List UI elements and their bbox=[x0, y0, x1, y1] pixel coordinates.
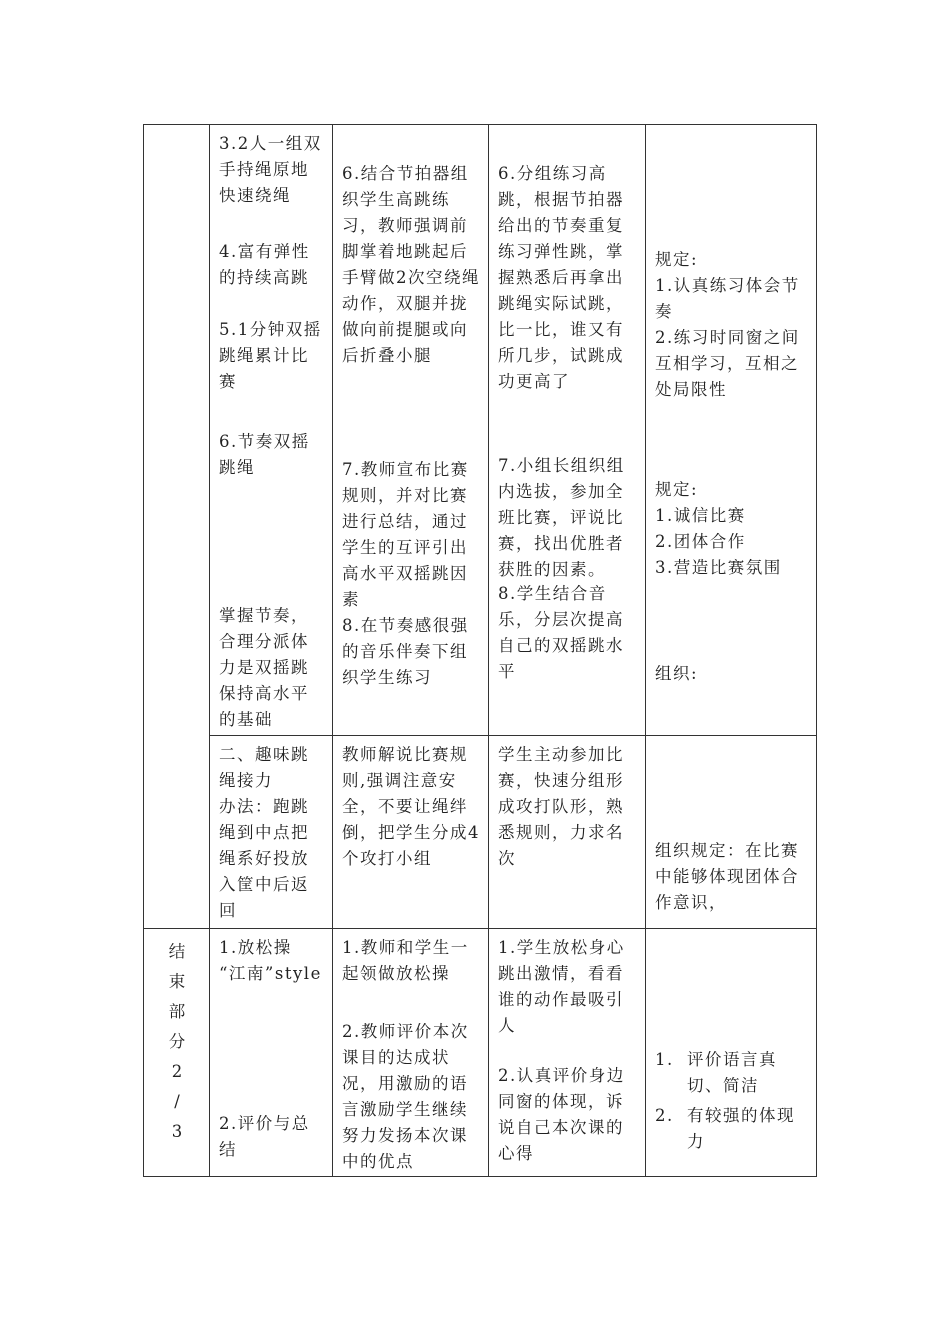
teacher-activity-cell bbox=[333, 125, 489, 736]
list-item bbox=[655, 1047, 808, 1099]
part-char: 2 bbox=[171, 1062, 183, 1081]
table-row bbox=[144, 929, 817, 1177]
table-row bbox=[144, 736, 817, 929]
teacher-activity: 7.教师宣布比赛规则，并对比赛进行总结，通过学生的互评引出高水平双摇跳因素 bbox=[342, 460, 469, 609]
organization-cell bbox=[646, 736, 817, 929]
list-text: 有较强的体现力 bbox=[687, 1106, 795, 1151]
teacher-activity: 教师解说比赛规则,强调注意安全，不要让绳绊倒，把学生分成4个攻打小组 bbox=[342, 745, 480, 868]
part-char: 束 bbox=[168, 972, 186, 991]
part-char: 部 bbox=[168, 1002, 186, 1021]
list-text: 评价语言真切、简洁 bbox=[687, 1050, 777, 1095]
list-item bbox=[655, 1103, 808, 1155]
part-char: / bbox=[174, 1092, 180, 1111]
part-char: 分 bbox=[168, 1032, 186, 1051]
student-activity-cell bbox=[489, 125, 646, 736]
student-activity: 7.小组长组织组内选拔，参加全班比赛，评说比赛，找出优胜者获胜的因素。 bbox=[498, 456, 625, 579]
part-char: 结 bbox=[168, 942, 186, 961]
student-activity: 6.分组练习高跳，根据节拍器给出的节奏重复练习弹性跳，掌握熟悉后再拿出跳绳实际试跳，比一比，谁又有所几步，试跳成功更高了 bbox=[498, 164, 624, 391]
list-number: 1. bbox=[655, 1050, 674, 1069]
teacher-activity: 2.教师评价本次课目的达成状况，用激励的语言激励学生继续努力发扬本次课中的优点 bbox=[342, 1022, 469, 1171]
student-activity-cell bbox=[489, 736, 646, 929]
student-activity: 学生主动参加比赛，快速分组形成攻打队形，熟悉规则，力求名次 bbox=[498, 745, 624, 868]
organization-note: 组织规定：在比赛中能够体现团体合作意识， bbox=[655, 841, 799, 912]
content-item: 1.放松操 “江南”style bbox=[219, 938, 322, 983]
lesson-plan-table bbox=[143, 124, 817, 1177]
content-cell bbox=[210, 125, 333, 736]
student-activity: 2.认真评价身边同窗的体现，诉说自己本次课的心得 bbox=[498, 1066, 625, 1163]
teacher-activity-cell bbox=[333, 929, 489, 1177]
content-item: 掌握节奏，合理分派体力是双摇跳保持高水平的基础 bbox=[219, 606, 309, 729]
content-item: 二、趣味跳绳接力 办法：跑跳绳到中点把绳系好投放入筐中后返回 bbox=[219, 745, 309, 920]
organization-cell bbox=[646, 929, 817, 1177]
list-number: 2. bbox=[655, 1106, 674, 1125]
organization-cell bbox=[646, 125, 817, 736]
teacher-activity: 8.在节奏感很强的音乐伴奏下组织学生练习 bbox=[342, 616, 469, 687]
part-cell bbox=[144, 929, 210, 1177]
content-cell bbox=[210, 736, 333, 929]
content-item: 4.富有弹性的持续高跳 bbox=[219, 242, 310, 287]
content-item: 3.2人一组双手持绳原地快速绕绳 bbox=[219, 134, 322, 205]
student-activity: 8.学生结合音乐，分层次提高自己的双摇跳水平 bbox=[498, 584, 624, 681]
teacher-activity: 1.教师和学生一起领做放松操 bbox=[342, 938, 469, 983]
content-cell bbox=[210, 929, 333, 1177]
organization-note: 规定: 1.认真练习体会节奏 2.练习时同窗之间互相学习，互相之处局限性 bbox=[655, 250, 800, 399]
student-activity-cell bbox=[489, 929, 646, 1177]
organization-list bbox=[655, 1047, 808, 1155]
part-cell-blank bbox=[144, 125, 210, 929]
organization-note: 组织: bbox=[655, 664, 699, 683]
teacher-activity-cell bbox=[333, 736, 489, 929]
content-item: 6.节奏双摇跳绳 bbox=[219, 432, 310, 477]
student-activity: 1.学生放松身心跳出激情，看看谁的动作最吸引人 bbox=[498, 938, 625, 1035]
part-char: 3 bbox=[171, 1122, 183, 1141]
content-item: 5.1分钟双摇跳绳累计比赛 bbox=[219, 320, 322, 391]
table-row bbox=[144, 125, 817, 736]
organization-note: 规定: 1.诚信比赛 2.团体合作 3.营造比赛氛围 bbox=[655, 480, 782, 577]
teacher-activity: 6.结合节拍器组织学生高跳练习，教师强调前脚掌着地跳起后手臂做2次空绕绳动作，双腿并拢做向前提腿或向后折叠小腿 bbox=[342, 164, 480, 365]
content-item: 2.评价与总结 bbox=[219, 1114, 310, 1159]
